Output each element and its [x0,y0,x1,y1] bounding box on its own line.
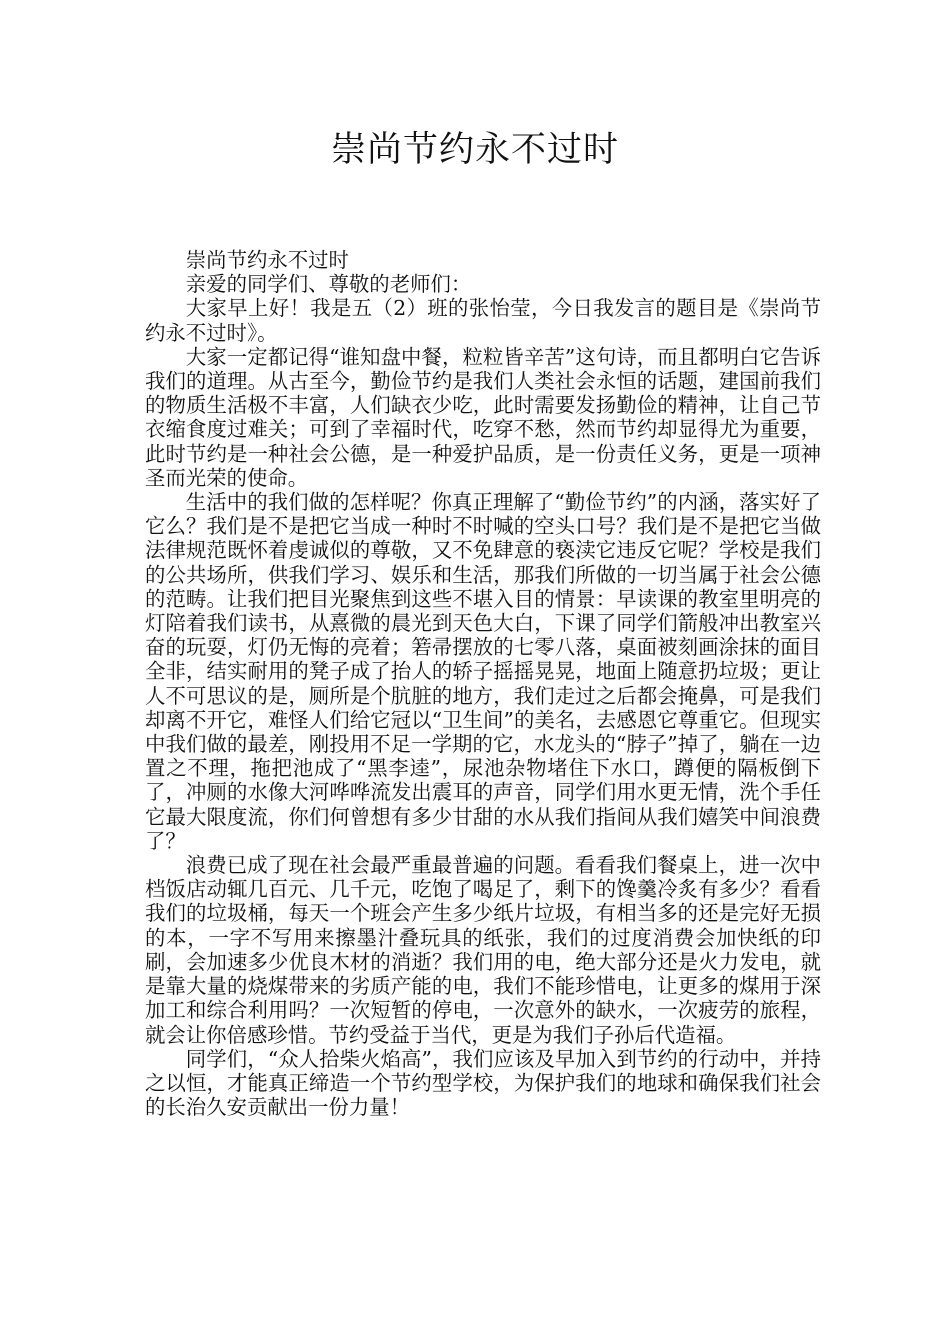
paragraph: 浪费已成了现在社会最严重最普遍的问题。看看我们餐桌上，进一次中档饭店动辄几百元、几千元，吃饱了喝足了，剩下的馋羹冷炙有多少？看看我们的垃圾桶，每天一个班会产生多少纸片垃圾，有相当多的还是完好无损的本，一字不写用来擦墨汁叠玩具的纸张，我们的过度消费会加快纸的印刷，会加速多少优良木材的消逝？我们用的电，绝大部分还是火力发电，就是靠大量的烧煤带来的劣质产能的电，我们不能珍惜电，让更多的煤用于深加工和综合利用吗？一次短暂的停电，一次意外的缺水，一次疲劳的旅程，就会让你倍感珍惜。节约受益于当代，更是为我们子孙后代造福。 [145,853,821,1047]
document-title: 崇尚节约永不过时 [330,130,619,170]
paragraph: 崇尚节约永不过时 [185,248,349,272]
paragraph: 同学们，“众人拾柴火焰高”，我们应该及早加入到节约的行动中，并持之以恒，才能真正缔造一个节约型学校，为保护我们的地球和确保我们社会的长治久安贡献出一份力量！ [145,1046,821,1120]
paragraph: 生活中的我们做的怎样呢？你真正理解了“勤俭节约”的内涵，落实好了它么？我们是不是把它当成一种时不时喊的空头口号？我们是不是把它当做法律规范既怀着虔诚似的尊敬，又不免肆意的亵渎它违反它呢？学校是我们的公共场所，供我们学习、娱乐和生活，那我们所做的一切当属于社会公德的范畴。让我们把目光聚焦到这些不堪入目的情景：早读课的教室里明亮的灯陪着我们读书，从熹微的晨光到天色大白，下课了同学们箭般冲出教室兴奋的玩耍，灯仍无悔的亮着；箬帚摆放的七零八落，桌面被刻画涂抹的面目全非，结实耐用的凳子成了抬人的轿子摇摇晃晃，地面上随意扔垃圾；更让人不可思议的是，厕所是个肮脏的地方，我们走过之后都会掩鼻，可是我们却离不开它，难怪人们给它冠以“卫生间”的美名，去感恩它尊重它。但现实中我们做的最差，刚投用不足一学期的它，水龙头的“脖子”掉了，躺在一边置之不理，拖把池成了“黑李逵”，尿池杂物堵住下水口，蹲便的隔板倒下了，冲厕的水像大河哗哗流发出震耳的声音，同学们用水更无情，洗个手任它最大限度流，你们何曾想有多少甘甜的水从我们指间从我们嬉笑中间浪费了？ [145,490,821,853]
paragraph: 大家一定都记得“谁知盘中餐，粒粒皆辛苦”这句诗，而且都明白它告诉我们的道理。从古至今，勤俭节约是我们人类社会永恒的话题，建国前我们的物质生活极不丰富，人们缺衣少吃，此时需要发扬勤俭的精神，让自己节衣缩食度过难关；可到了幸福时代，吃穿不愁，然而节约却显得尤为重要，此时节约是一种社会公德，是一种爱护品质，是一份责任义务，更是一项神圣而光荣的使命。 [145,344,821,490]
paragraph: 大家早上好！我是五（2）班的张怡莹，今日我发言的题目是《崇尚节约永不过时》。 [145,296,821,345]
document-body [145,248,821,1119]
paragraph: 亲爱的同学们、尊敬的老师们： [185,272,472,297]
